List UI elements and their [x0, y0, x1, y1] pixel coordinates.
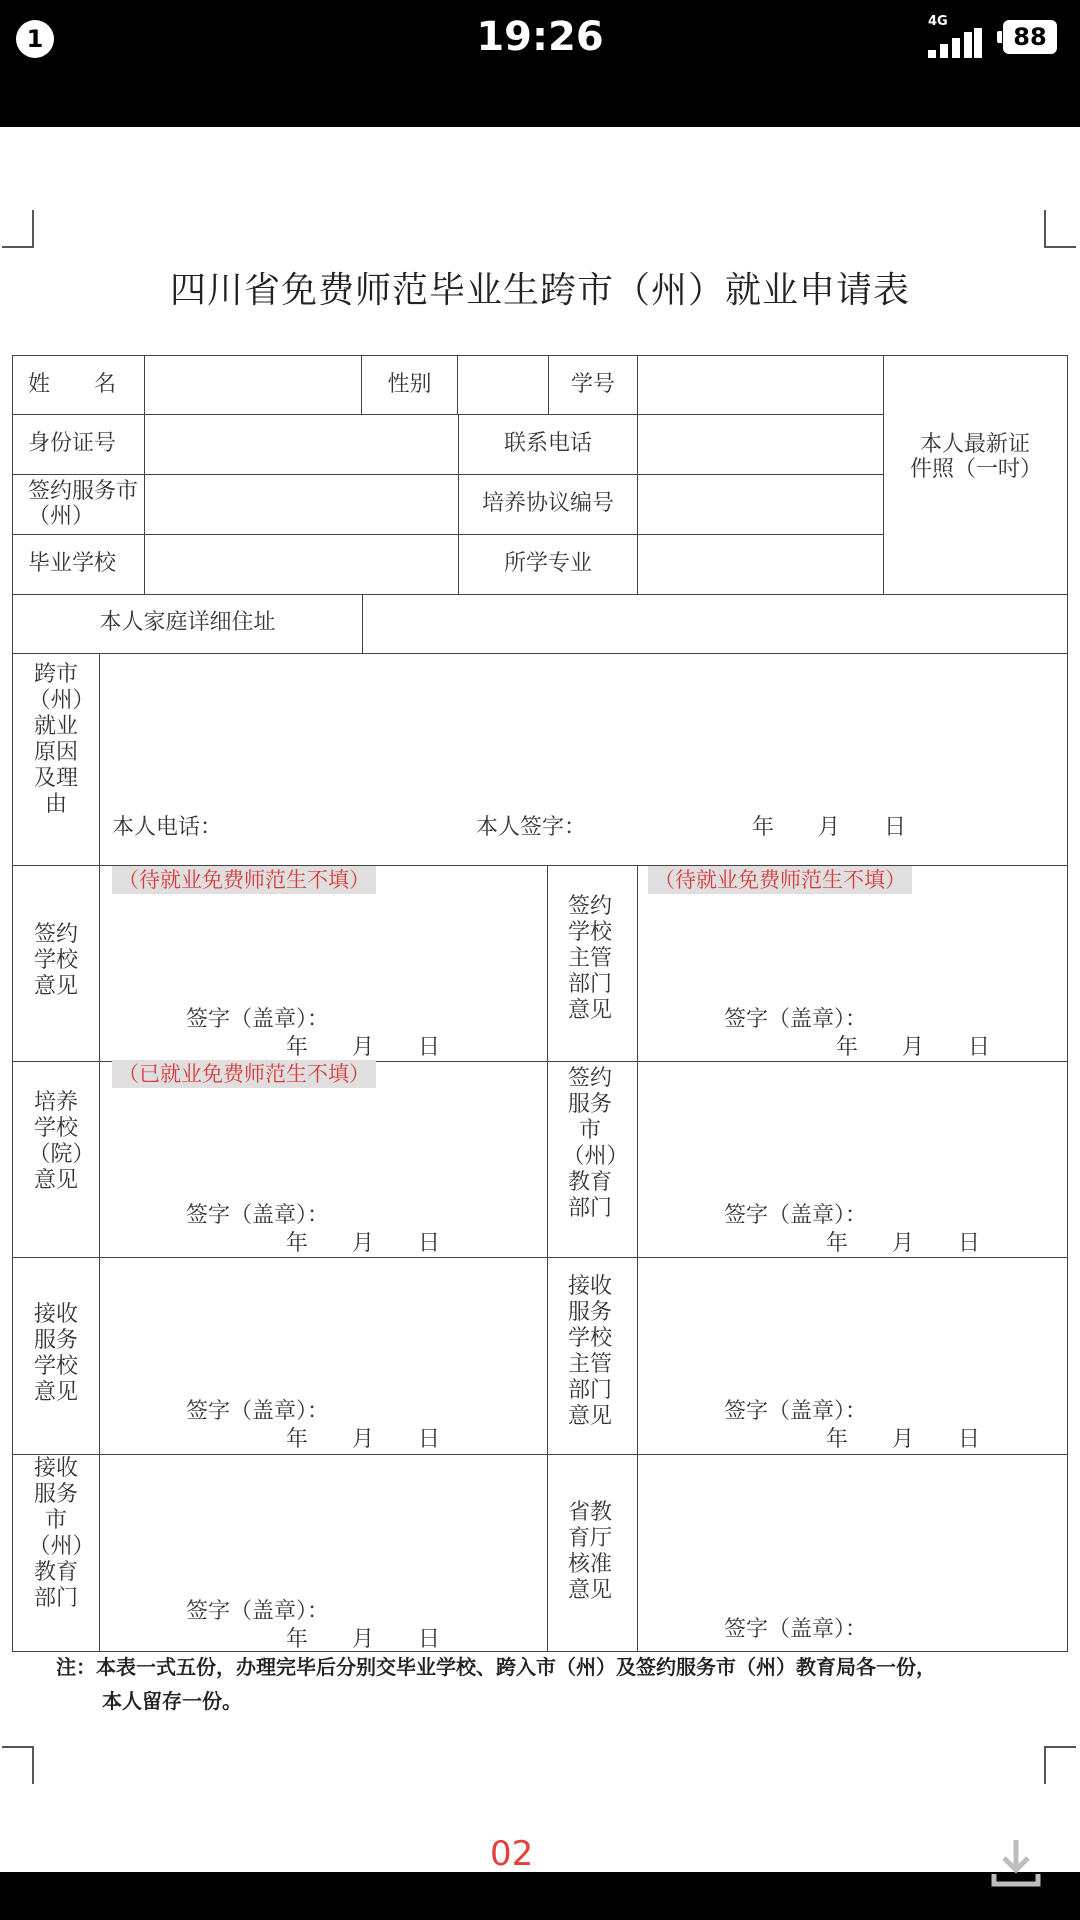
sign-seal-label: 签字（盖章）： — [724, 1007, 868, 1032]
reason-label: 跨市（州）就业原因及理由 — [28, 662, 84, 817]
opinion-date: 年 月 日 — [836, 1035, 991, 1060]
phone-label: 联系电话 — [503, 431, 592, 456]
opinion-date: 年 月 日 — [826, 1427, 981, 1452]
opinion-date: 年 月 日 — [286, 1035, 441, 1060]
form-note — [56, 1650, 1046, 1718]
clock: 19:26 — [476, 14, 604, 60]
province-label: 省教育厅核准意见 — [567, 1500, 612, 1603]
bottom-bar — [0, 1872, 1080, 1920]
address-input[interactable] — [362, 594, 1068, 654]
note-line-2: 本人留存一份。 — [102, 1689, 242, 1713]
sign-seal-label: 签字（盖章）： — [724, 1203, 868, 1228]
id-number-label: 身份证号 — [28, 431, 117, 456]
form-title: 四川省免费师范毕业生跨市（州）就业申请表 — [169, 270, 910, 311]
sign-city-input[interactable] — [144, 474, 459, 535]
sign-city-label: 签约服务市（州） — [28, 479, 139, 530]
address-label: 本人家庭详细住址 — [99, 610, 276, 635]
recv-city-edu-label: 接收服务市（州）教育部门 — [28, 1456, 84, 1611]
school-input[interactable] — [144, 534, 459, 595]
agreement-no-input[interactable] — [637, 474, 884, 535]
major-input[interactable] — [637, 534, 884, 595]
opinion-date: 年 月 日 — [286, 1627, 441, 1652]
network-type: 4G — [928, 14, 948, 29]
name-label: 姓 名 — [28, 372, 117, 397]
sign-seal-label: 签字（盖章）： — [724, 1399, 868, 1424]
opinion-date: 年 月 日 — [286, 1427, 441, 1452]
sign-school-label: 签约学校意见 — [33, 922, 78, 999]
train-school-label: 培养学校（院）意见 — [28, 1090, 84, 1193]
note-line-1: 注：本表一式五份，办理完毕后分别交毕业学校、跨入市（州）及签约服务市（州）教育局各一份， — [56, 1655, 936, 1679]
download-icon[interactable] — [990, 1836, 1042, 1888]
gender-label: 性别 — [387, 372, 432, 397]
notification-badge[interactable]: 1 — [16, 20, 54, 58]
sign-seal-label: 签字（盖章）： — [186, 1007, 330, 1032]
sign-seal-label: 签字（盖章）： — [186, 1599, 330, 1624]
opinion-date: 年 月 日 — [286, 1231, 441, 1256]
self-phone-label: 本人电话： — [112, 815, 223, 840]
agreement-no-label: 培养协议编号 — [481, 491, 614, 516]
student-id-input[interactable] — [637, 355, 884, 415]
employed-note: （已就业免费师范生不填） — [112, 1060, 376, 1088]
unemployed-note: （待就业免费师范生不填） — [112, 866, 376, 894]
page-number: 02 — [490, 1834, 534, 1874]
name-input[interactable] — [144, 355, 362, 415]
major-label: 所学专业 — [503, 551, 592, 576]
sign-seal-label: 签字（盖章）： — [186, 1399, 330, 1424]
unemployed-note: （待就业免费师范生不填） — [648, 866, 912, 894]
sign-seal-label: 签字（盖章）： — [186, 1203, 330, 1228]
sign-school-dept-label: 签约学校主管部门意见 — [567, 894, 612, 1023]
battery-icon: 88 — [1003, 20, 1057, 54]
self-sign-label: 本人签字： — [476, 815, 587, 840]
sign-seal-label: 签字（盖章）： — [724, 1617, 868, 1642]
recv-school-dept-label: 接收服务学校主管部门意见 — [567, 1274, 612, 1429]
id-number-input[interactable] — [144, 414, 459, 475]
gender-input[interactable] — [457, 355, 549, 415]
opinion-date: 年 月 日 — [826, 1231, 981, 1256]
recv-school-label: 接收服务学校意见 — [33, 1302, 78, 1405]
phone-input[interactable] — [637, 414, 884, 475]
sign-city-edu-label: 签约服务市（州）教育部门 — [562, 1066, 618, 1221]
student-id-label: 学号 — [570, 372, 615, 397]
school-label: 毕业学校 — [28, 551, 117, 576]
reason-date: 年 月 日 — [752, 815, 907, 840]
photo-label: 本人最新证件照（一吋） — [910, 432, 1043, 483]
